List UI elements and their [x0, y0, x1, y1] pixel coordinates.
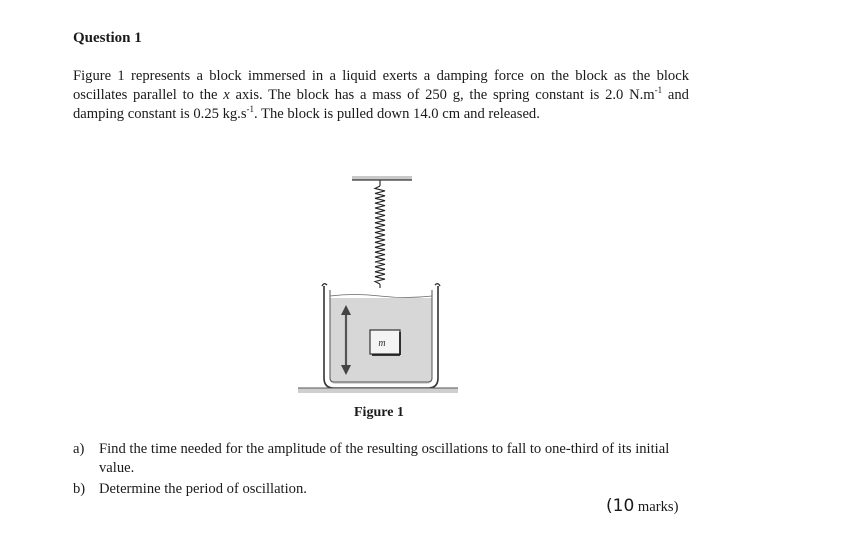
- exponent-1: -1: [654, 85, 663, 96]
- marks-annotation: [606, 496, 678, 516]
- statement-part-3: and damping constant is 0.25 kg.s: [73, 87, 689, 122]
- problem-statement: [73, 67, 689, 124]
- item-text: Find the time needed for the amplitude of the resulting oscillations to fall to one-third of its initial value.: [99, 441, 670, 476]
- marks-label: marks): [634, 499, 679, 515]
- list-item: [73, 440, 693, 478]
- item-letter: a): [73, 441, 85, 457]
- ceiling-support: [352, 176, 412, 180]
- list-item: [73, 480, 693, 499]
- item-letter: b): [73, 481, 86, 497]
- floor-surface: [298, 388, 458, 393]
- variable-x: x: [223, 87, 230, 103]
- block-label: m: [378, 338, 386, 349]
- question-list: [73, 440, 693, 501]
- figure-caption: Figure 1: [354, 405, 404, 420]
- spring-block-diagram: [292, 172, 464, 394]
- handwritten-marks: (10: [606, 496, 635, 516]
- statement-part-4: . The block is pulled down 14.0 cm and released.: [254, 106, 540, 122]
- exponent-2: -1: [246, 104, 254, 115]
- statement-part-2: axis. The block has a mass of 250 g, the spring constant is 2.0 N.m: [229, 87, 655, 103]
- question-heading: Question 1: [73, 30, 142, 46]
- item-text: Determine the period of oscillation.: [99, 481, 307, 497]
- statement-part-1: Figure 1 represents a block immersed in a liquid exerts a damping force on the block as the block oscillates parallel to the: [73, 68, 689, 103]
- mass-block: [370, 330, 400, 355]
